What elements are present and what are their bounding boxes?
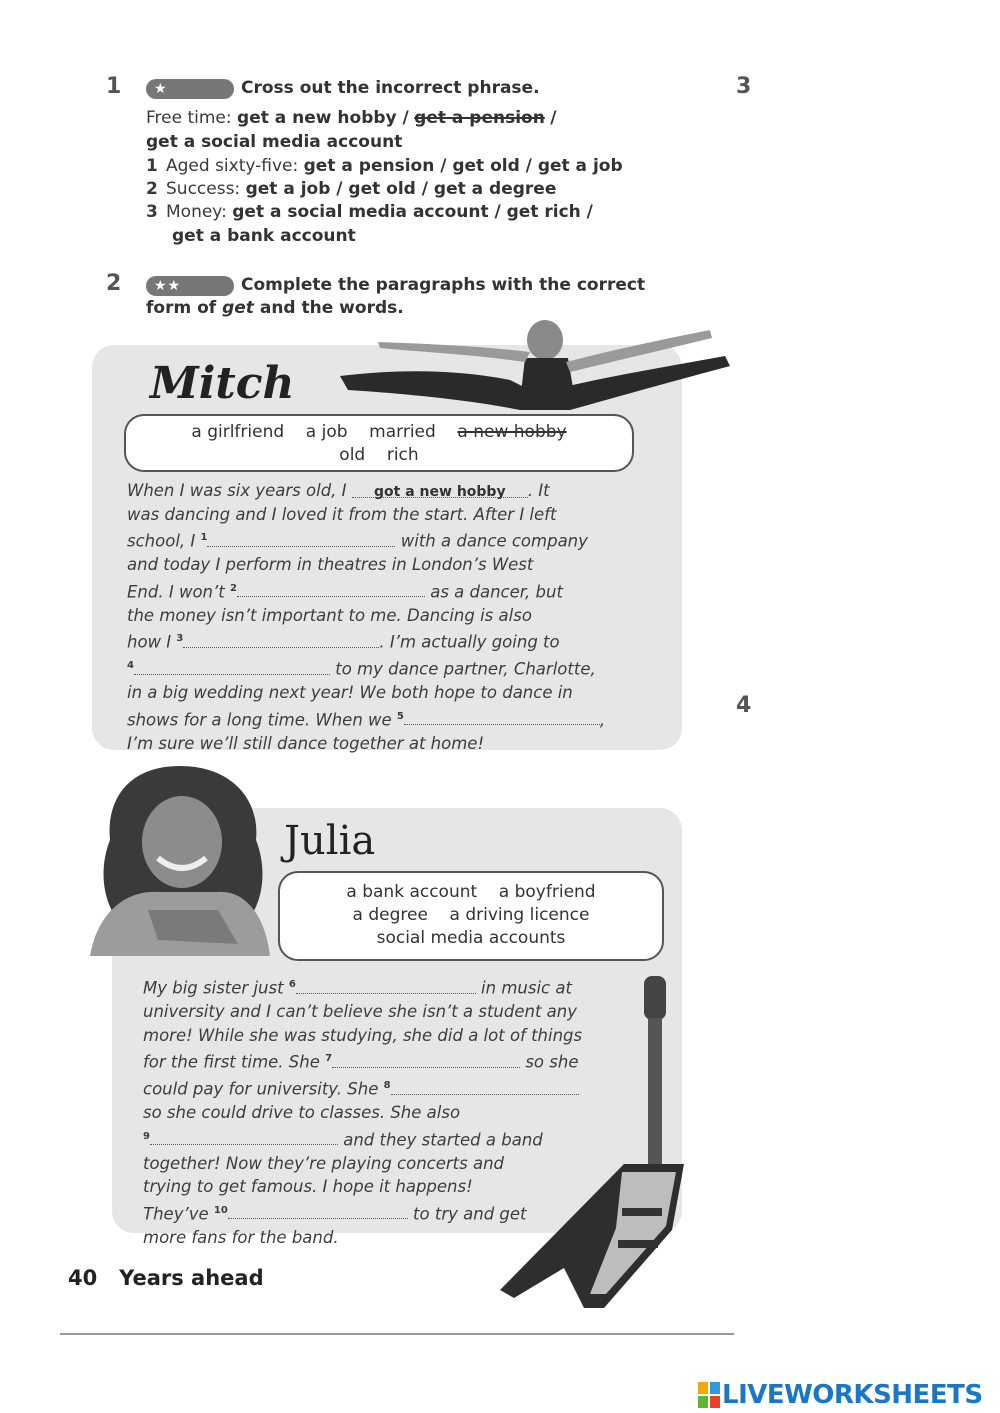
julia-story xyxy=(143,973,582,1249)
answer-gap-3[interactable] xyxy=(183,631,379,648)
story-line: so she could drive to classes. She also xyxy=(143,1103,461,1122)
answer-gap-4[interactable] xyxy=(134,658,330,675)
story-line: school, I $^1$ with a dance company xyxy=(127,531,588,551)
page-number: 40 xyxy=(68,1266,98,1290)
word-option: rich xyxy=(386,445,419,465)
story-line: in a big wedding next year! We both hope to dance in xyxy=(127,683,573,702)
exercise-2-instruction: Complete the paragraphs with the correct xyxy=(241,275,646,295)
footer-divider xyxy=(60,1333,734,1335)
exercise-1-item: 2 Success: get a job / get old / get a degree xyxy=(146,179,557,199)
answer-gap-9[interactable] xyxy=(150,1128,338,1145)
word-option: old xyxy=(339,445,366,465)
answer-gap-2[interactable] xyxy=(237,580,425,597)
struck-phrase: get a pension xyxy=(414,108,545,128)
story-line: and today I perform in theatres in London’s West xyxy=(127,555,534,574)
word-option: a driving licence xyxy=(449,905,590,925)
story-line: trying to get famous. I hope it happens! xyxy=(143,1177,473,1196)
word-option: a bank account xyxy=(346,882,478,902)
mitch-story xyxy=(127,479,605,755)
answer-gap-10[interactable] xyxy=(228,1202,408,1219)
story-line: for the first time. She $^7$ so she xyxy=(143,1052,579,1072)
page-footer xyxy=(68,1266,264,1290)
answer-gap-5[interactable] xyxy=(404,708,600,725)
word-option: a job xyxy=(305,422,348,442)
exercise-1-number: 1 xyxy=(106,74,122,99)
story-line: together! Now they’re playing concerts and xyxy=(143,1153,505,1173)
exercise-2-number: 2 xyxy=(106,271,122,296)
story-line: the money isn’t important to me. Dancing is also xyxy=(127,605,532,625)
exercise-1-example: Free time: get a new hobby / get a pension / xyxy=(146,108,557,128)
word-option: married xyxy=(369,422,436,442)
dancer-photo xyxy=(330,318,740,418)
unit-title: Years ahead xyxy=(119,1266,264,1290)
word-option: a degree xyxy=(352,905,428,925)
side-number-4: 4 xyxy=(736,693,752,718)
answer-gap-6[interactable] xyxy=(296,977,476,994)
exercise-1-item: 3 Money: get a social media account / get rich / xyxy=(146,202,593,222)
word-option: a girlfriend xyxy=(191,422,285,442)
mitch-title: Mitch xyxy=(150,358,295,409)
story-line: End. I won’t $^2$ as a dancer, but xyxy=(127,582,563,601)
answer-gap-7[interactable] xyxy=(332,1051,520,1068)
story-line: $^4$ to my dance partner, Charlotte, xyxy=(127,659,596,679)
story-line: When I was six years old, I got a new hobby . It xyxy=(127,481,550,500)
story-line: more fans for the band. xyxy=(143,1227,339,1247)
story-line: $^9$ and they started a band xyxy=(143,1130,543,1149)
story-line: was dancing and I loved it from the start. After I left xyxy=(127,504,557,524)
story-line: I’m sure we’ll still dance together at home! xyxy=(127,733,485,753)
liveworksheets-logo[interactable]: LIVEWORKSHEETS xyxy=(698,1380,983,1410)
exercise-1-instruction: Cross out the incorrect phrase. xyxy=(241,78,540,98)
example-answer: got a new hobby xyxy=(352,481,528,498)
answer-gap-1[interactable] xyxy=(207,530,395,547)
story-line: shows for a long time. When we $^5$ , xyxy=(127,710,606,729)
answer-gap-8[interactable] xyxy=(391,1078,579,1095)
story-line: more! While she was studying, she did a lot of things xyxy=(143,1025,583,1045)
exercise-1-item-cont: get a bank account xyxy=(172,226,356,246)
julia-title: Julia xyxy=(284,818,376,864)
story-line: They’ve $^{10}$ to try and get xyxy=(143,1204,527,1223)
side-number-3: 3 xyxy=(736,74,752,99)
exercise-2-stars: ★★ xyxy=(146,275,234,296)
word-option-struck: a new hobby xyxy=(457,422,567,442)
exercise-1-item: 1 Aged sixty-five: get a pension / get old / get a job xyxy=(146,156,623,176)
exercise-1-stars: ★ xyxy=(146,78,234,99)
story-line: could pay for university. She $^8$ xyxy=(143,1074,582,1101)
julia-photo xyxy=(88,760,272,956)
exercise-2-instruction-cont: form of get and the words. xyxy=(146,298,404,318)
liveworksheets-icon xyxy=(698,1382,720,1408)
story-line: My big sister just $^6$ in music at xyxy=(143,978,572,998)
word-option: a boyfriend xyxy=(498,882,596,902)
mitch-word-box xyxy=(124,414,634,472)
story-line: university and I can’t believe she isn’t a student any xyxy=(143,1002,578,1021)
exercise-1-example-cont: get a social media account xyxy=(146,132,403,152)
story-line: how I $^3$ . I’m actually going to xyxy=(127,632,560,652)
julia-word-box xyxy=(278,871,664,961)
word-option: social media accounts xyxy=(376,928,566,948)
